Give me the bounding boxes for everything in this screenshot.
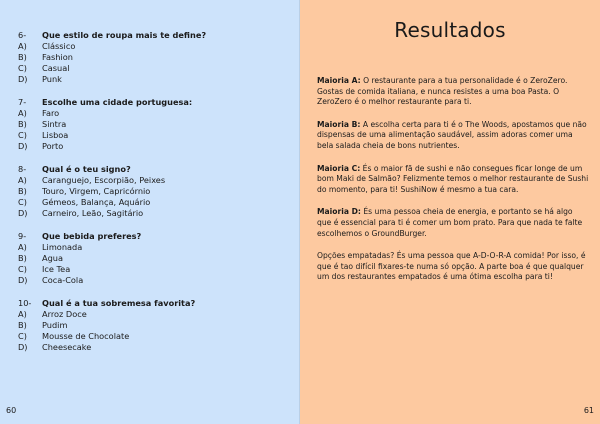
option-b: B) Sintra bbox=[18, 119, 67, 129]
question-number: 6- bbox=[18, 30, 27, 40]
result-c bbox=[317, 164, 589, 196]
page-number-left: 60 bbox=[6, 406, 17, 415]
right-page bbox=[300, 0, 600, 424]
question-text: Que bebida preferes? bbox=[42, 231, 142, 241]
question-number: 7- bbox=[18, 97, 27, 107]
result-d bbox=[317, 207, 589, 239]
result-label: Maioria D: bbox=[317, 207, 361, 217]
option-d: D) Cheesecake bbox=[18, 342, 92, 352]
result-tie: Opções empatadas? És uma pessoa que A-D-O-R-A comida! Por isso, é que é tao difícil fixares-te numa só opção. A parte boa é que qualquer um dos restaurantes empatados é uma ótima escolha para ti! bbox=[317, 251, 586, 282]
question-text: Escolhe uma cidade portuguesa: bbox=[42, 97, 193, 107]
result-description: És o maior fã de sushi e não consegues ficar longe de um bom Maki de Salmão? Felizmente temos o melhor restaurante de Sushi do momento, para ti! SushiNow é mesmo a tua cara. bbox=[317, 163, 589, 194]
result-label: Maioria C: bbox=[317, 163, 361, 173]
option-a: A) Limonada bbox=[18, 242, 83, 252]
option-c: C) Casual bbox=[18, 63, 70, 73]
option-a: A) Clássico bbox=[18, 41, 76, 51]
page-title: Resultados bbox=[394, 18, 506, 42]
option-a: A) Arroz Doce bbox=[18, 309, 87, 319]
result-description: O restaurante para a tua personalidade é o ZeroZero. Gostas de comida italiana, e nunca resistes a uma boa Pasta. O ZeroZero é o melhor restaurante para ti. bbox=[317, 76, 568, 107]
option-d: D) Punk bbox=[18, 74, 62, 84]
question-number: 9- bbox=[18, 231, 27, 241]
question-9 bbox=[18, 231, 293, 286]
question-6 bbox=[18, 30, 293, 85]
result-label: Maioria B: bbox=[317, 119, 361, 129]
option-b: B) Fashion bbox=[18, 52, 73, 62]
option-c: C) Mousse de Chocolate bbox=[18, 331, 130, 341]
option-b: B) Touro, Virgem, Capricórnio bbox=[18, 186, 151, 196]
option-a: A) Caranguejo, Escorpião, Peixes bbox=[18, 175, 166, 185]
option-d: D) Carneiro, Leão, Sagitário bbox=[18, 208, 144, 218]
option-b: B) Pudim bbox=[18, 320, 68, 330]
question-number: 10- bbox=[18, 298, 32, 308]
result-b bbox=[317, 120, 589, 152]
option-b: B) Agua bbox=[18, 253, 64, 263]
result-description: A escolha certa para ti é o The Woods, apostamos que não dispensas de uma alimentação saudável, assim adoras comer uma bela salada cheia de bons nutrientes. bbox=[317, 119, 587, 150]
question-8 bbox=[18, 164, 293, 219]
question-list bbox=[18, 30, 293, 365]
results-text bbox=[317, 76, 589, 295]
result-label: Maioria A: bbox=[317, 76, 361, 85]
option-d: D) Porto bbox=[18, 141, 64, 151]
question-10 bbox=[18, 298, 293, 353]
question-text: Qual é o teu signo? bbox=[42, 164, 131, 174]
option-c: C) Lisboa bbox=[18, 130, 69, 140]
option-a: A) Faro bbox=[18, 108, 60, 118]
question-7 bbox=[18, 97, 293, 152]
option-d: D) Coca-Cola bbox=[18, 275, 84, 285]
question-text: Que estilo de roupa mais te define? bbox=[42, 30, 207, 40]
page-number-right: 61 bbox=[583, 406, 594, 415]
option-c: C) Gémeos, Balança, Aquário bbox=[18, 197, 151, 207]
option-c: C) Ice Tea bbox=[18, 264, 71, 274]
result-a bbox=[317, 76, 589, 108]
question-number: 8- bbox=[18, 164, 27, 174]
question-text: Qual é a tua sobremesa favorita? bbox=[42, 298, 196, 308]
result-description: És uma pessoa cheia de energia, e portanto se há algo que é essencial para ti é comer um bom prato. Para que nada te falte escolhemos o GroundBurger. bbox=[317, 207, 583, 238]
